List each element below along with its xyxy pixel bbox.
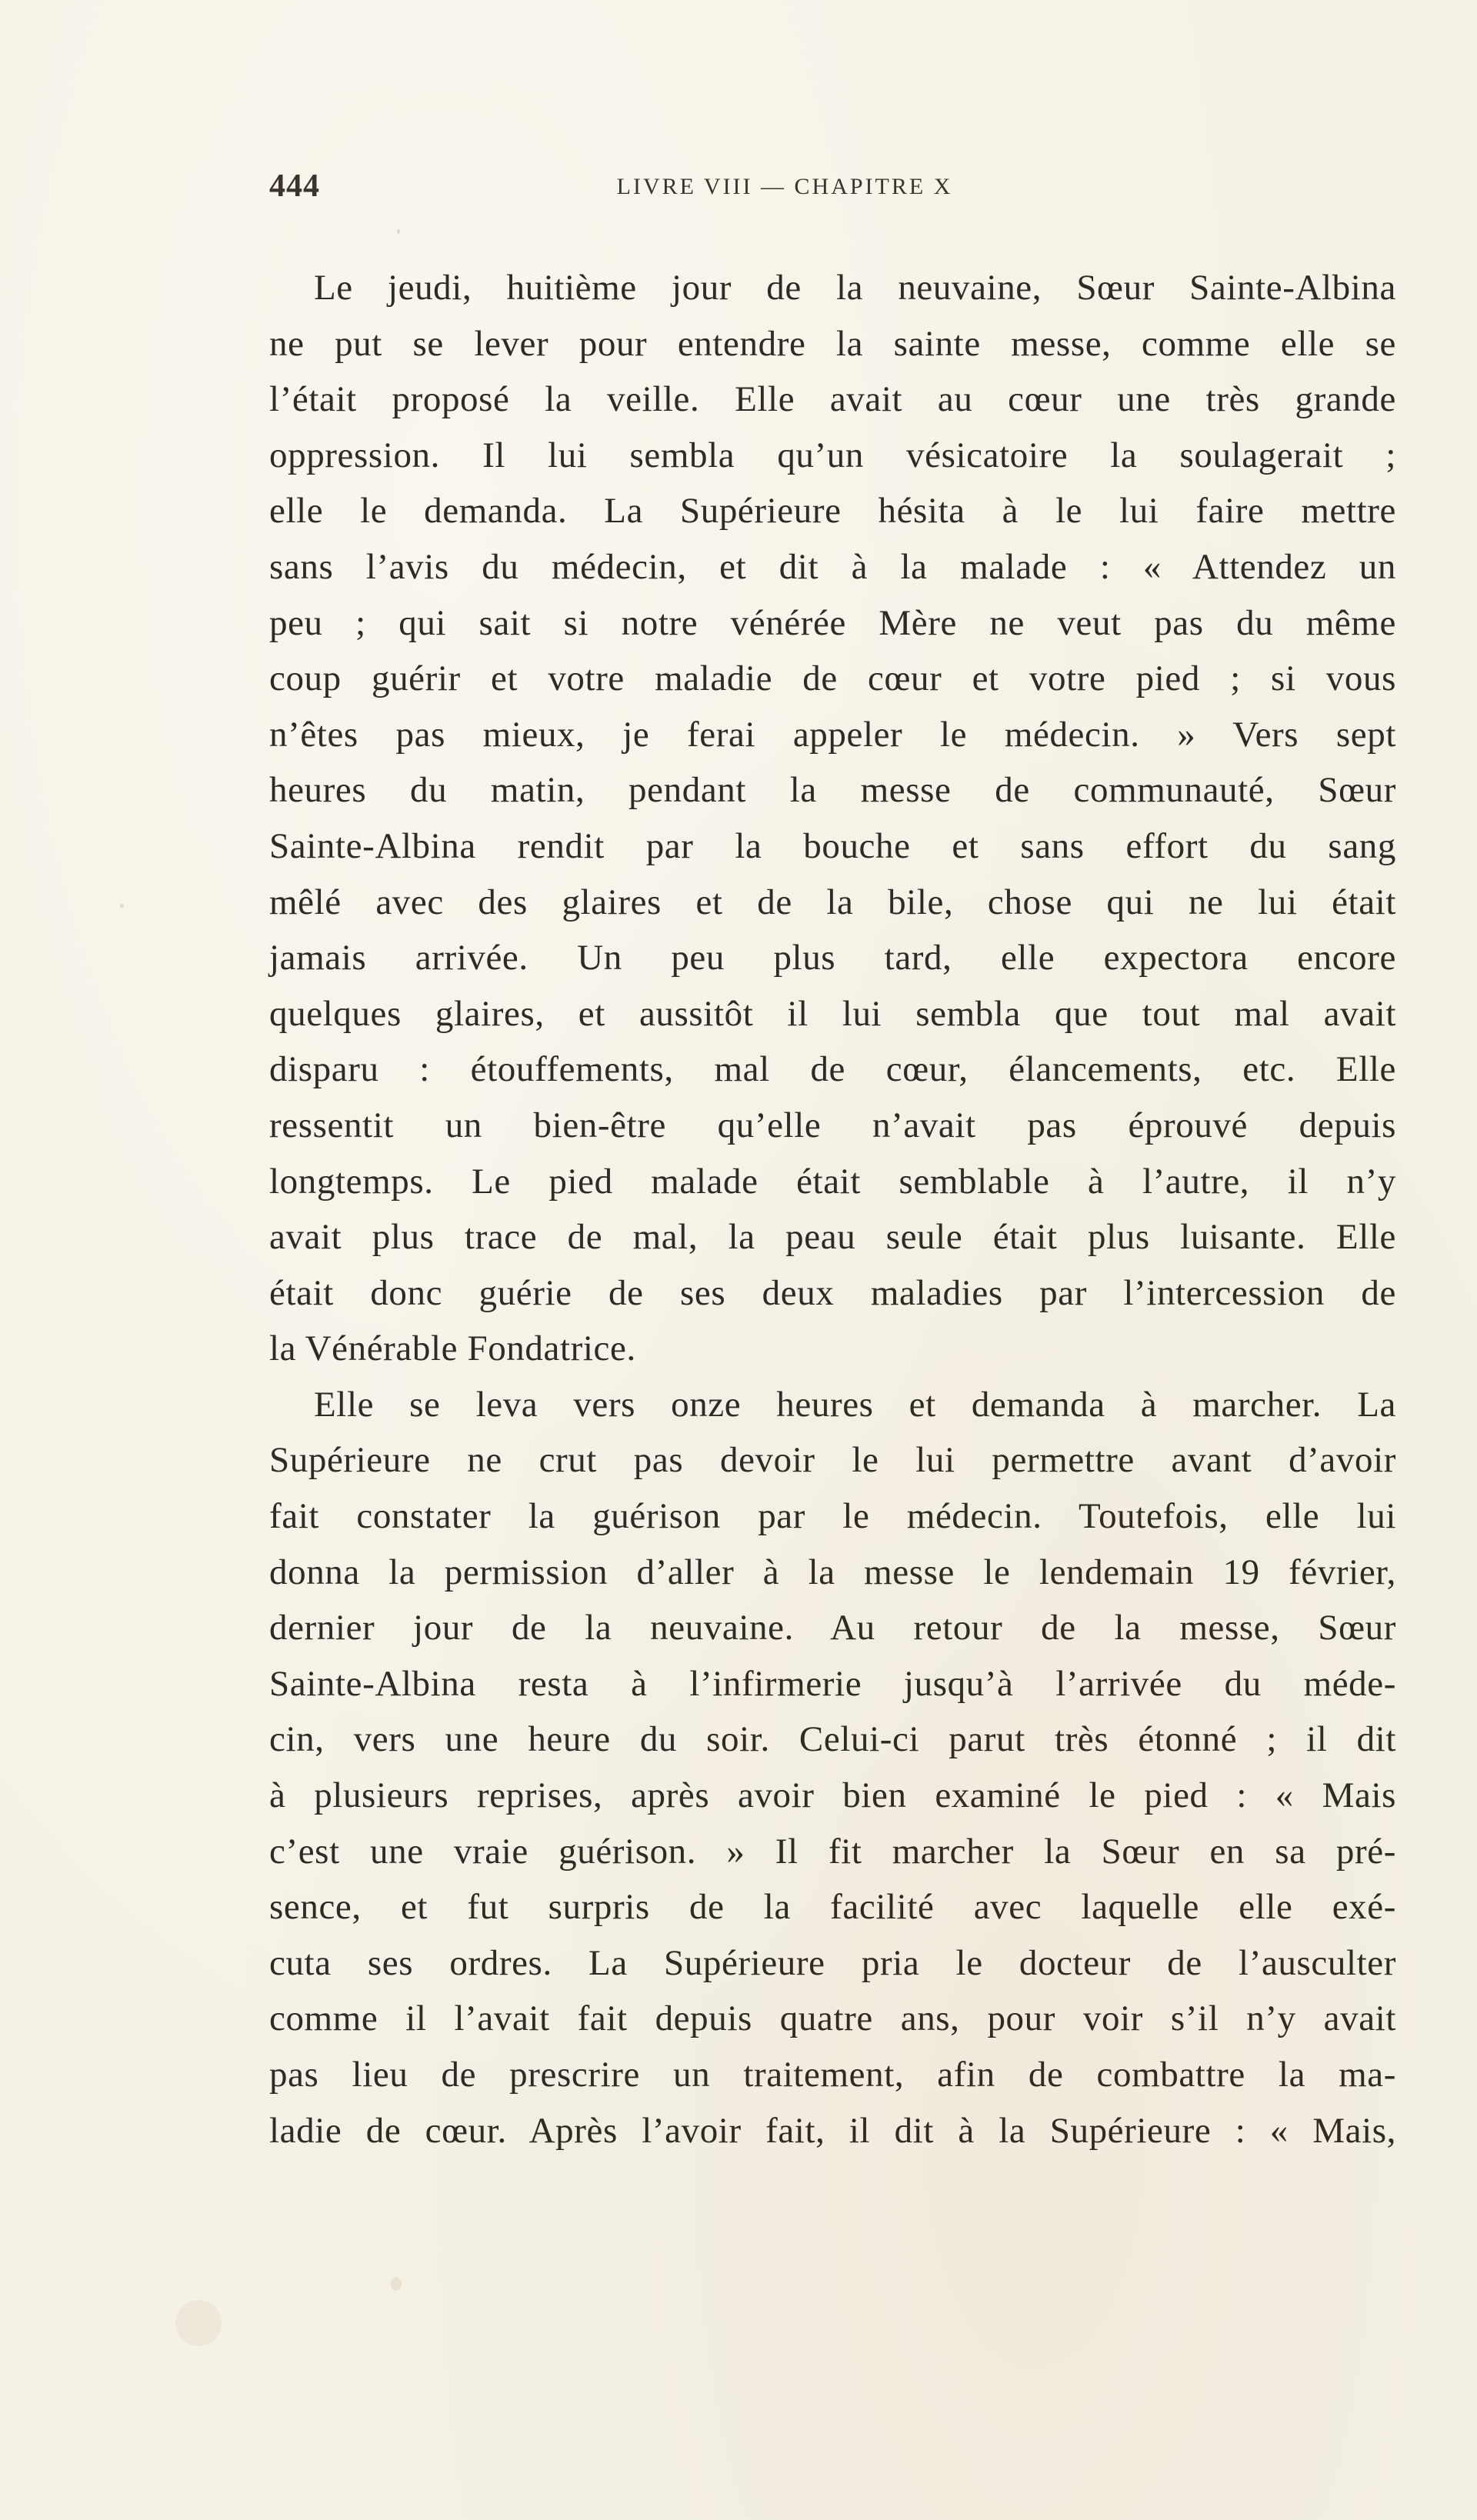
text-line: jamais arrivée. Un peu plus tard, elle expectora encore (269, 938, 1396, 978)
text-line: la Vénérable Fondatrice. (269, 1328, 636, 1369)
paper-speck (175, 2300, 222, 2346)
text-line: comme il l’avait fait depuis quatre ans, pour voir s’il n’y avait (269, 1998, 1396, 2039)
text-line: ladie de cœur. Après l’avoir fait, il dit à la Supérieure : « Mais, (269, 2110, 1396, 2151)
paper-speck (120, 904, 124, 908)
text-line: quelques glaires, et aussitôt il lui sembla que tout mal avait (269, 993, 1396, 1034)
text-line: pas lieu de prescrire un traitement, afin de combattre la ma- (269, 2055, 1396, 2095)
text-line: peu ; qui sait si notre vénérée Mère ne veut pas du même (269, 602, 1396, 643)
running-title: LIVRE VIII — CHAPITRE X (616, 174, 953, 199)
text-line: l’était proposé la veille. Elle avait au cœur une très grande (269, 379, 1396, 420)
text-line: Sainte-Albina resta à l’infirmerie jusqu’à l’arrivée du méde- (269, 1663, 1396, 1704)
text-line: dernier jour de la neuvaine. Au retour de la messe, Sœur (269, 1608, 1396, 1648)
text-line: oppression. Il lui sembla qu’un vésicatoire la soulagerait ; (269, 435, 1396, 475)
text-line: ne put se lever pour entendre la sainte messe, comme elle se (269, 323, 1396, 364)
text-line: était donc guérie de ses deux maladies par l’intercession de (269, 1272, 1396, 1313)
running-head (269, 168, 1208, 214)
text-line: Supérieure ne crut pas devoir le lui permettre avant d’avoir (269, 1440, 1396, 1481)
text-line: cuta ses ordres. La Supérieure pria le docteur de l’ausculter (269, 1942, 1396, 1983)
text-line: disparu : étouffements, mal de cœur, élancements, etc. Elle (269, 1049, 1396, 1090)
text-line: c’est une vraie guérison. » Il fit marcher la Sœur en sa pré- (269, 1831, 1396, 1872)
text-line: sans l’avis du médecin, et dit à la malade : « Attendez un (269, 546, 1396, 587)
text-line: Elle se leva vers onze heures et demanda à marcher. La (314, 1384, 1396, 1425)
text-line: fait constater la guérison par le médecin. Toutefois, elle lui (269, 1496, 1396, 1537)
paper-speck (397, 229, 400, 234)
page-number: 444 (269, 168, 320, 204)
text-line: longtemps. Le pied malade était semblable à l’autre, il n’y (269, 1161, 1396, 1202)
paper-speck (391, 2277, 402, 2291)
text-line: Sainte-Albina rendit par la bouche et sans effort du sang (269, 825, 1396, 866)
text-line: Le jeudi, huitième jour de la neuvaine, Sœur Sainte-Albina (314, 268, 1396, 308)
text-line: coup guérir et votre maladie de cœur et votre pied ; si vous (269, 658, 1396, 699)
text-line: avait plus trace de mal, la peau seule était plus luisante. Elle (269, 1217, 1396, 1258)
text-line: mêlé avec des glaires et de la bile, chose qui ne lui était (269, 882, 1396, 922)
text-line: sence, et fut surpris de la facilité avec laquelle elle exé- (269, 1887, 1396, 1928)
text-line: heures du matin, pendant la messe de communauté, Sœur (269, 770, 1396, 811)
text-line: donna la permission d’aller à la messe le lendemain 19 février, (269, 1552, 1396, 1592)
body-text (269, 260, 1396, 2158)
text-line: à plusieurs reprises, après avoir bien examiné le pied : « Mais (269, 1775, 1396, 1816)
text-line: n’êtes pas mieux, je ferai appeler le médecin. » Vers sept (269, 714, 1396, 755)
text-line: ressentit un bien-être qu’elle n’avait pas éprouvé depuis (269, 1105, 1396, 1145)
text-line: cin, vers une heure du soir. Celui-ci parut très étonné ; il dit (269, 1719, 1396, 1760)
text-line: elle le demanda. La Supérieure hésita à le lui faire mettre (269, 491, 1396, 532)
